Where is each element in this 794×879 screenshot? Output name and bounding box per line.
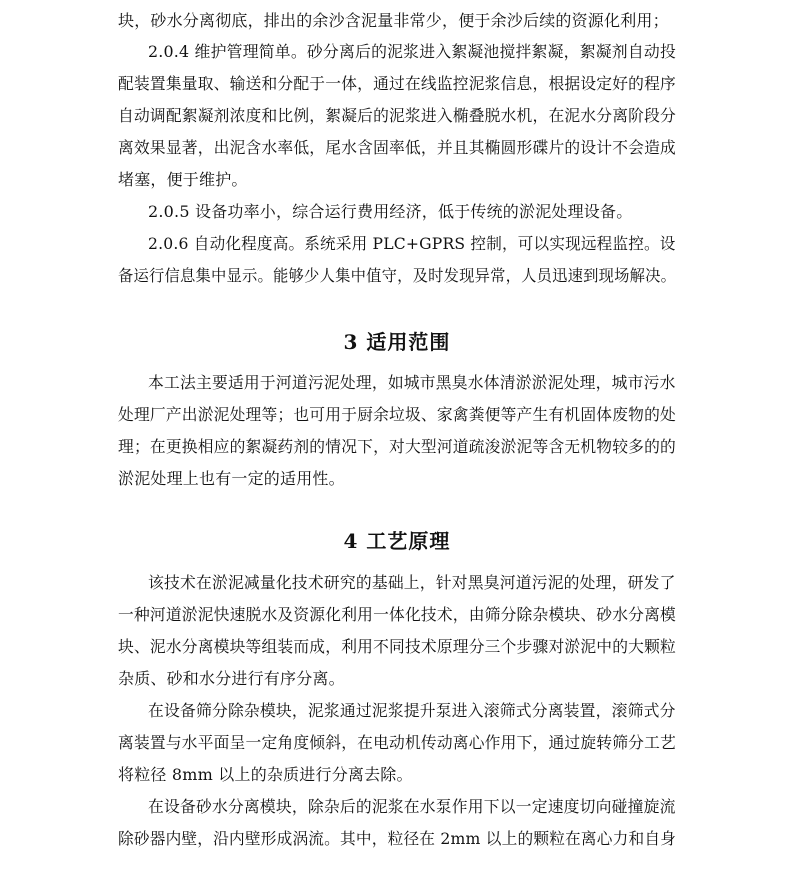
paragraph-line: 该技术在淤泥减量化技术研究的基础上，针对黑臭河道污泥的处理，研发了 <box>148 573 676 592</box>
paragraph-line: 离效果显著，出泥含水率低，尾水含固率低，并且其椭圆形碟片的设计不会造成 <box>118 138 677 157</box>
paragraph-line: 一种河道淤泥快速脱水及资源化利用一体化技术，由筛分除杂模块、砂水分离模 <box>118 605 677 624</box>
section-heading: 3 适用范围 <box>343 330 451 354</box>
paragraph-line: 块，砂水分离彻底，排出的余沙含泥量非常少，便于余沙后续的资源化利用； <box>118 11 669 30</box>
paragraph-line: 堵塞，便于维护。 <box>118 170 248 189</box>
paragraph-line: 杂质、砂和水分进行有序分离。 <box>118 669 345 688</box>
paragraph-line: 处理厂产出淤泥处理等；也可用于厨余垃圾、家禽粪便等产生有机固体废物的处 <box>118 405 677 424</box>
paragraph-line: 在设备砂水分离模块，除杂后的泥浆在水泵作用下以一定速度切向碰撞旋流 <box>148 797 676 816</box>
paragraph-line: 2.0.5 设备功率小，综合运行费用经济，低于传统的淤泥处理设备。 <box>148 202 633 221</box>
paragraph-line: 理；在更换相应的絮凝药剂的情况下，对大型河道疏浚淤泥等含无机物较多的的 <box>118 437 677 456</box>
paragraph-line: 离装置与水平面呈一定角度倾斜，在电动机传动离心作用下，通过旋转筛分工艺 <box>118 733 677 752</box>
paragraph-line: 在设备筛分除杂模块，泥浆通过泥浆提升泵进入滚筛式分离装置，滚筛式分 <box>148 701 676 720</box>
paragraph-line: 备运行信息集中显示。能够少人集中值守，及时发现异常，人员迅速到现场解决。 <box>118 266 677 285</box>
paragraph-line: 淤泥处理上也有一定的适用性。 <box>118 469 345 488</box>
paragraph-line: 2.0.6 自动化程度高。系统采用 PLC+GPRS 控制，可以实现远程监控。设 <box>148 234 676 253</box>
section-heading: 4 工艺原理 <box>343 529 451 553</box>
paragraph-line: 将粒径 8mm 以上的杂质进行分离去除。 <box>118 765 413 784</box>
paragraph-line: 块、泥水分离模块等组装而成，利用不同技术原理分三个步骤对淤泥中的大颗粒 <box>118 637 677 656</box>
paragraph-line: 本工法主要适用于河道污泥处理，如城市黑臭水体清淤淤泥处理，城市污水 <box>148 373 676 392</box>
paragraph-line: 2.0.4 维护管理简单。砂分离后的泥浆进入絮凝池搅拌絮凝，絮凝剂自动投 <box>148 42 676 61</box>
paragraph-line: 除砂器内壁，沿内壁形成涡流。其中，粒径在 2mm 以上的颗粒在离心力和自身 <box>118 829 677 848</box>
paragraph-line: 配装置集量取、输送和分配于一体，通过在线监控泥浆信息，根据设定好的程序 <box>118 74 677 93</box>
paragraph-line: 自动调配絮凝剂浓度和比例，絮凝后的泥浆进入椭叠脱水机，在泥水分离阶段分 <box>118 106 677 125</box>
